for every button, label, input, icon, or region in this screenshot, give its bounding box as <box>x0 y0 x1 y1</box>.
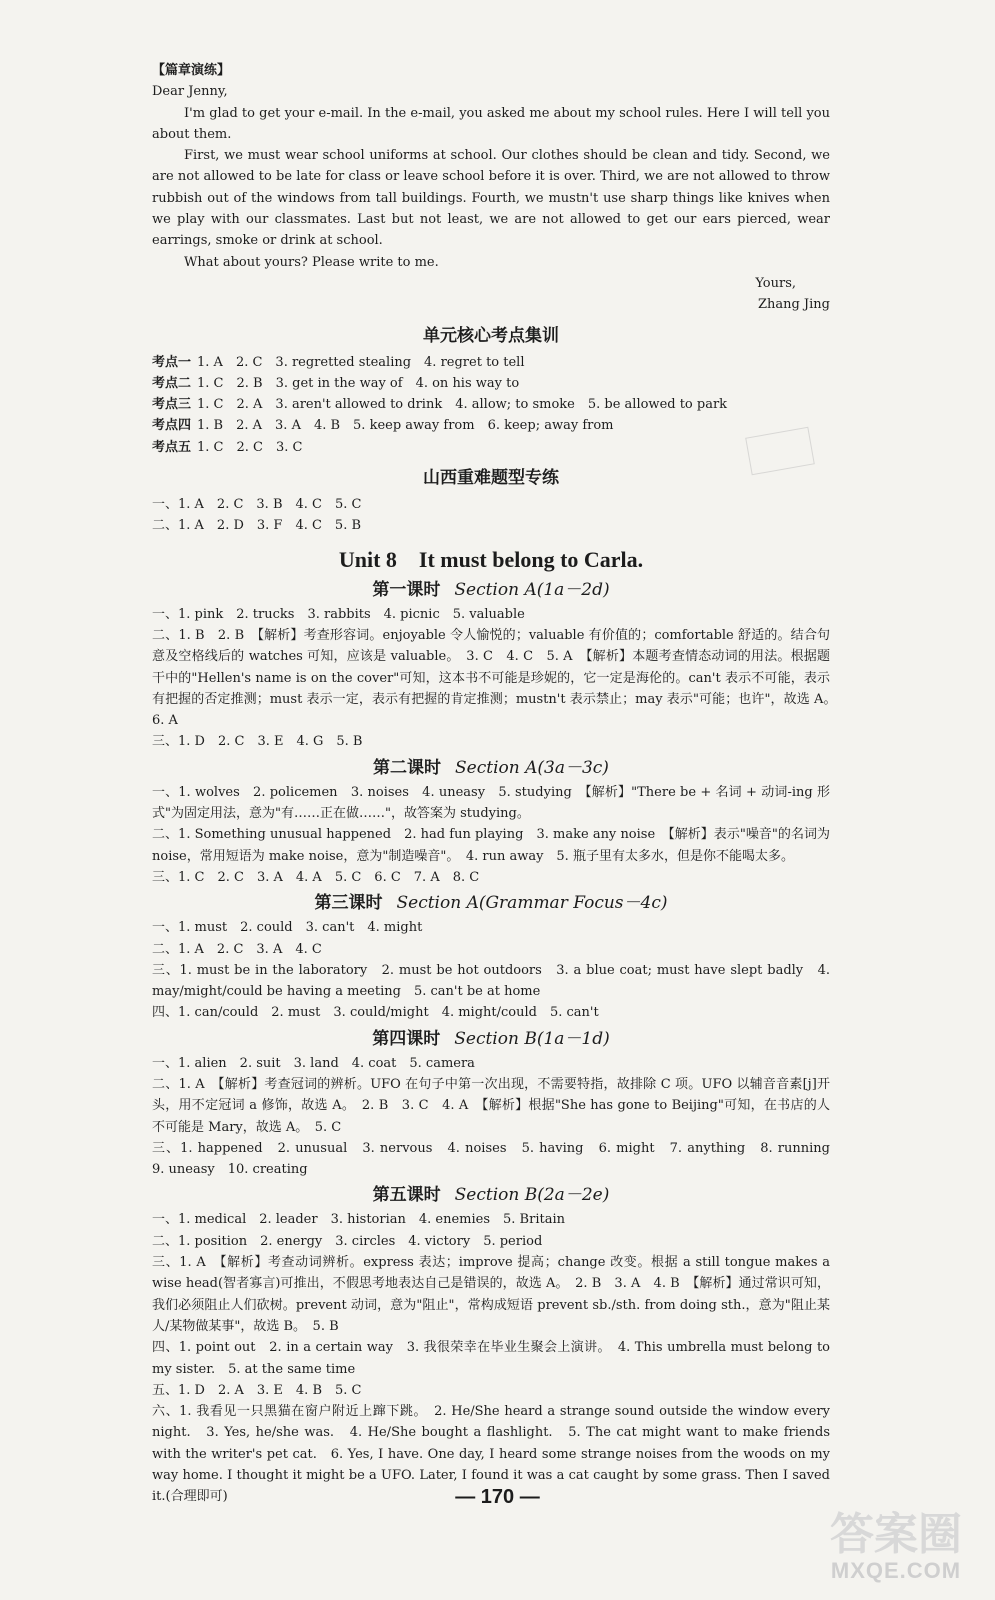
lesson-name: 第二课时 <box>373 757 442 778</box>
core-row-label: 考点三 <box>152 397 192 413</box>
answer-row: 五、1. D 2. A 3. E 4. B 5. C <box>152 1382 362 1398</box>
core-row-label: 考点二 <box>152 375 192 391</box>
answer-row: 四、1. can/could 2. must 3. could/might 4. might/could 5. can't <box>152 1005 599 1021</box>
lesson-title <box>152 1027 830 1051</box>
watermark-brand: 答案圈 <box>830 1510 962 1559</box>
lesson-section: Section A(1a－2d) <box>454 579 610 600</box>
watermark-domain: MXQE.COM <box>830 1558 962 1583</box>
answer-row: 三、1. D 2. C 3. E 4. G 5. B <box>152 734 363 750</box>
core-row-text: 1. C 2. A 3. aren't allowed to drink 4. allow; to smoke 5. be allowed to park <box>197 397 728 413</box>
core-row <box>152 437 830 458</box>
core-row-label: 考点四 <box>152 418 192 434</box>
letter-signature: Zhang Jing <box>757 297 830 313</box>
core-section-title: 单元核心考点集训 <box>423 325 559 346</box>
watermark-logo <box>811 1512 981 1590</box>
letter-paragraph-2: First, we must wear school uniforms at school. Our clothes should be clean and tidy. Second, we are not allowed to be late for class or leave school before it is over. Third, we are not allowed to throw rubbish out of the windows from tall buildings. Fourth, we mustn't use sharp things like knives when we play with our classmates. Last but not least, we are not allowed to get our ears pierced, wear earrings, smoke or drink at school. <box>152 148 830 249</box>
lesson-title <box>152 1183 830 1207</box>
lesson-section: Section B(1a－1d) <box>454 1028 610 1049</box>
shanxi-section-title: 山西重难题型专练 <box>423 468 559 489</box>
lesson-name: 第一课时 <box>372 579 441 600</box>
core-row <box>152 394 830 415</box>
shanxi-row: 一、1. A 2. C 3. B 4. C 5. C <box>152 497 362 513</box>
core-row-text: 1. A 2. C 3. regretted stealing 4. regret to tell <box>197 354 525 370</box>
lesson-section: Section B(2a－2e) <box>454 1185 610 1206</box>
core-row <box>152 352 830 373</box>
lesson-section: Section A(3a－3c) <box>455 757 609 778</box>
core-row-text: 1. C 2. C 3. C <box>197 439 303 455</box>
letter-heading: 【篇章演练】 <box>152 63 231 78</box>
answer-row: 三、1. C 2. C 3. A 4. A 5. C 6. C 7. A 8. C <box>152 869 480 885</box>
letter-closing: Yours, <box>755 275 796 291</box>
answer-row: 二、1. Something unusual happened 2. had fun playing 3. make any noise 【解析】表示"噪音"的名词为 noise，常用短语为 make noise，意为"制造噪音"。 4. run away 5. 瓶子里有太多水，但是你不能喝太多。 <box>152 827 830 864</box>
answer-row: 三、1. happened 2. unusual 3. nervous 4. noises 5. having 6. might 7. anything 8. running 9. uneasy 10. creating <box>152 1140 844 1178</box>
lesson-name: 第五课时 <box>372 1185 441 1206</box>
answer-row: 二、1. A 2. C 3. A 4. C <box>152 941 322 957</box>
page-number: — 170 — <box>455 1486 540 1508</box>
core-row-label: 考点一 <box>152 354 192 370</box>
answer-row: 一、1. pink 2. trucks 3. rabbits 4. picnic 5. valuable <box>152 606 525 622</box>
core-rows <box>152 352 830 458</box>
core-row-label: 考点五 <box>152 439 192 455</box>
answer-row: 六、1. 我看见一只黑猫在窗户附近上蹿下跳。 2. He/She heard a strange sound outside the window every night. 3. Yes, he/she was. 4. He/She bought a flashlight. 5. The cat might want to make friends with the writer's pet cat. 6. Yes, I have. One day, I heard some strange noises from the woods on my way home. I thought it might be a UFO. Later, I found it was a cat caught by some grass. Then I saved it.(合理即可) <box>152 1404 830 1505</box>
letter-paragraph-3: What about yours? Please write to me. <box>184 254 439 270</box>
letter-paragraph-1: I'm glad to get your e-mail. In the e-mail, you asked me about my school rules. Here I will tell you about them. <box>152 105 830 142</box>
letter-salutation: Dear Jenny, <box>152 84 228 100</box>
lesson-title <box>152 578 830 602</box>
core-row <box>152 415 830 436</box>
answer-row: 四、1. point out 2. in a certain way 3. 我很荣幸在毕业生聚会上演讲。 4. This umbrella must belong to my sister. 5. at the same time <box>152 1340 830 1377</box>
answer-row: 一、1. wolves 2. policemen 3. noises 4. uneasy 5. studying 【解析】"There be + 名词 + 动词-ing 形式"为固定用法，意为"有……正在做……"，故答案为 studying。 <box>152 784 830 822</box>
answer-row: 一、1. must 2. could 3. can't 4. might <box>152 920 423 936</box>
answer-page <box>152 60 844 1508</box>
core-row-text: 1. B 2. A 3. A 4. B 5. keep away from 6. keep; away from <box>197 418 614 434</box>
answer-row: 三、1. must be in the laboratory 2. must be hot outdoors 3. a blue coat; must have slept badly 4. may/might/could be having a meeting 5. can't be at home <box>152 962 830 1000</box>
unit-title: Unit 8 It must belong to Carla. <box>338 546 644 572</box>
shanxi-row: 二、1. A 2. D 3. F 4. C 5. B <box>152 518 362 534</box>
lesson-section: Section A(Grammar Focus－4c) <box>396 893 668 914</box>
answer-row: 二、1. B 2. B 【解析】考查形容词。enjoyable 令人愉悦的；valuable 有价值的；comfortable 舒适的。结合句意及空格线后的 watches 可知，应该是 valuable。 3. C 4. C 5. A 【解析】本题考查情态动词的用法。根据题干中的"Hellen's name is on the cover"可知，这本书不可能是珍妮的，它一定是海伦的。can't 表示不可能，表示有把握的否定推测；must 表示一定，表示有把握的肯定推测；mustn't 表示禁止；may 表示"可能；也许"，故选 A。 6. A <box>152 627 844 729</box>
lesson-name: 第四课时 <box>372 1028 441 1049</box>
lesson-name: 第三课时 <box>314 893 383 914</box>
answer-row: 一、1. medical 2. leader 3. historian 4. enemies 5. Britain <box>152 1212 565 1228</box>
answer-row: 二、1. position 2. energy 3. circles 4. victory 5. period <box>152 1233 543 1249</box>
core-row-text: 1. C 2. B 3. get in the way of 4. on his way to <box>197 375 520 391</box>
lesson-title <box>152 756 830 780</box>
answer-row: 一、1. alien 2. suit 3. land 4. coat 5. camera <box>152 1055 475 1071</box>
core-row <box>152 373 830 394</box>
lesson-title <box>152 891 830 915</box>
answer-row: 二、1. A 【解析】考查冠词的辨析。UFO 在句子中第一次出现，不需要特指，故排除 C 项。UFO 以辅音音素[j]开头，用不定冠词 a 修饰，故选 A。 2. B 3. C 4. A 【解析】根据"She has gone to Beijing"可知，在书店的人不可能是 Mary，故选 A。 5. C <box>152 1076 830 1135</box>
answer-row: 三、1. A 【解析】考查动词辨析。express 表达；improve 提高；change 改变。根据 a still tongue makes a wise head(智者寡言)可推出，不假思考地表达自己是错误的，故选 A。 2. B 3. A 4. B 【解析】通过常识可知，我们必须阻止人们砍树。prevent 动词，意为"阻止"，常构成短语 prevent sb./sth. from doing sth.，意为"阻止某人/某物做某事"，故选 B。 5. B <box>152 1255 830 1334</box>
